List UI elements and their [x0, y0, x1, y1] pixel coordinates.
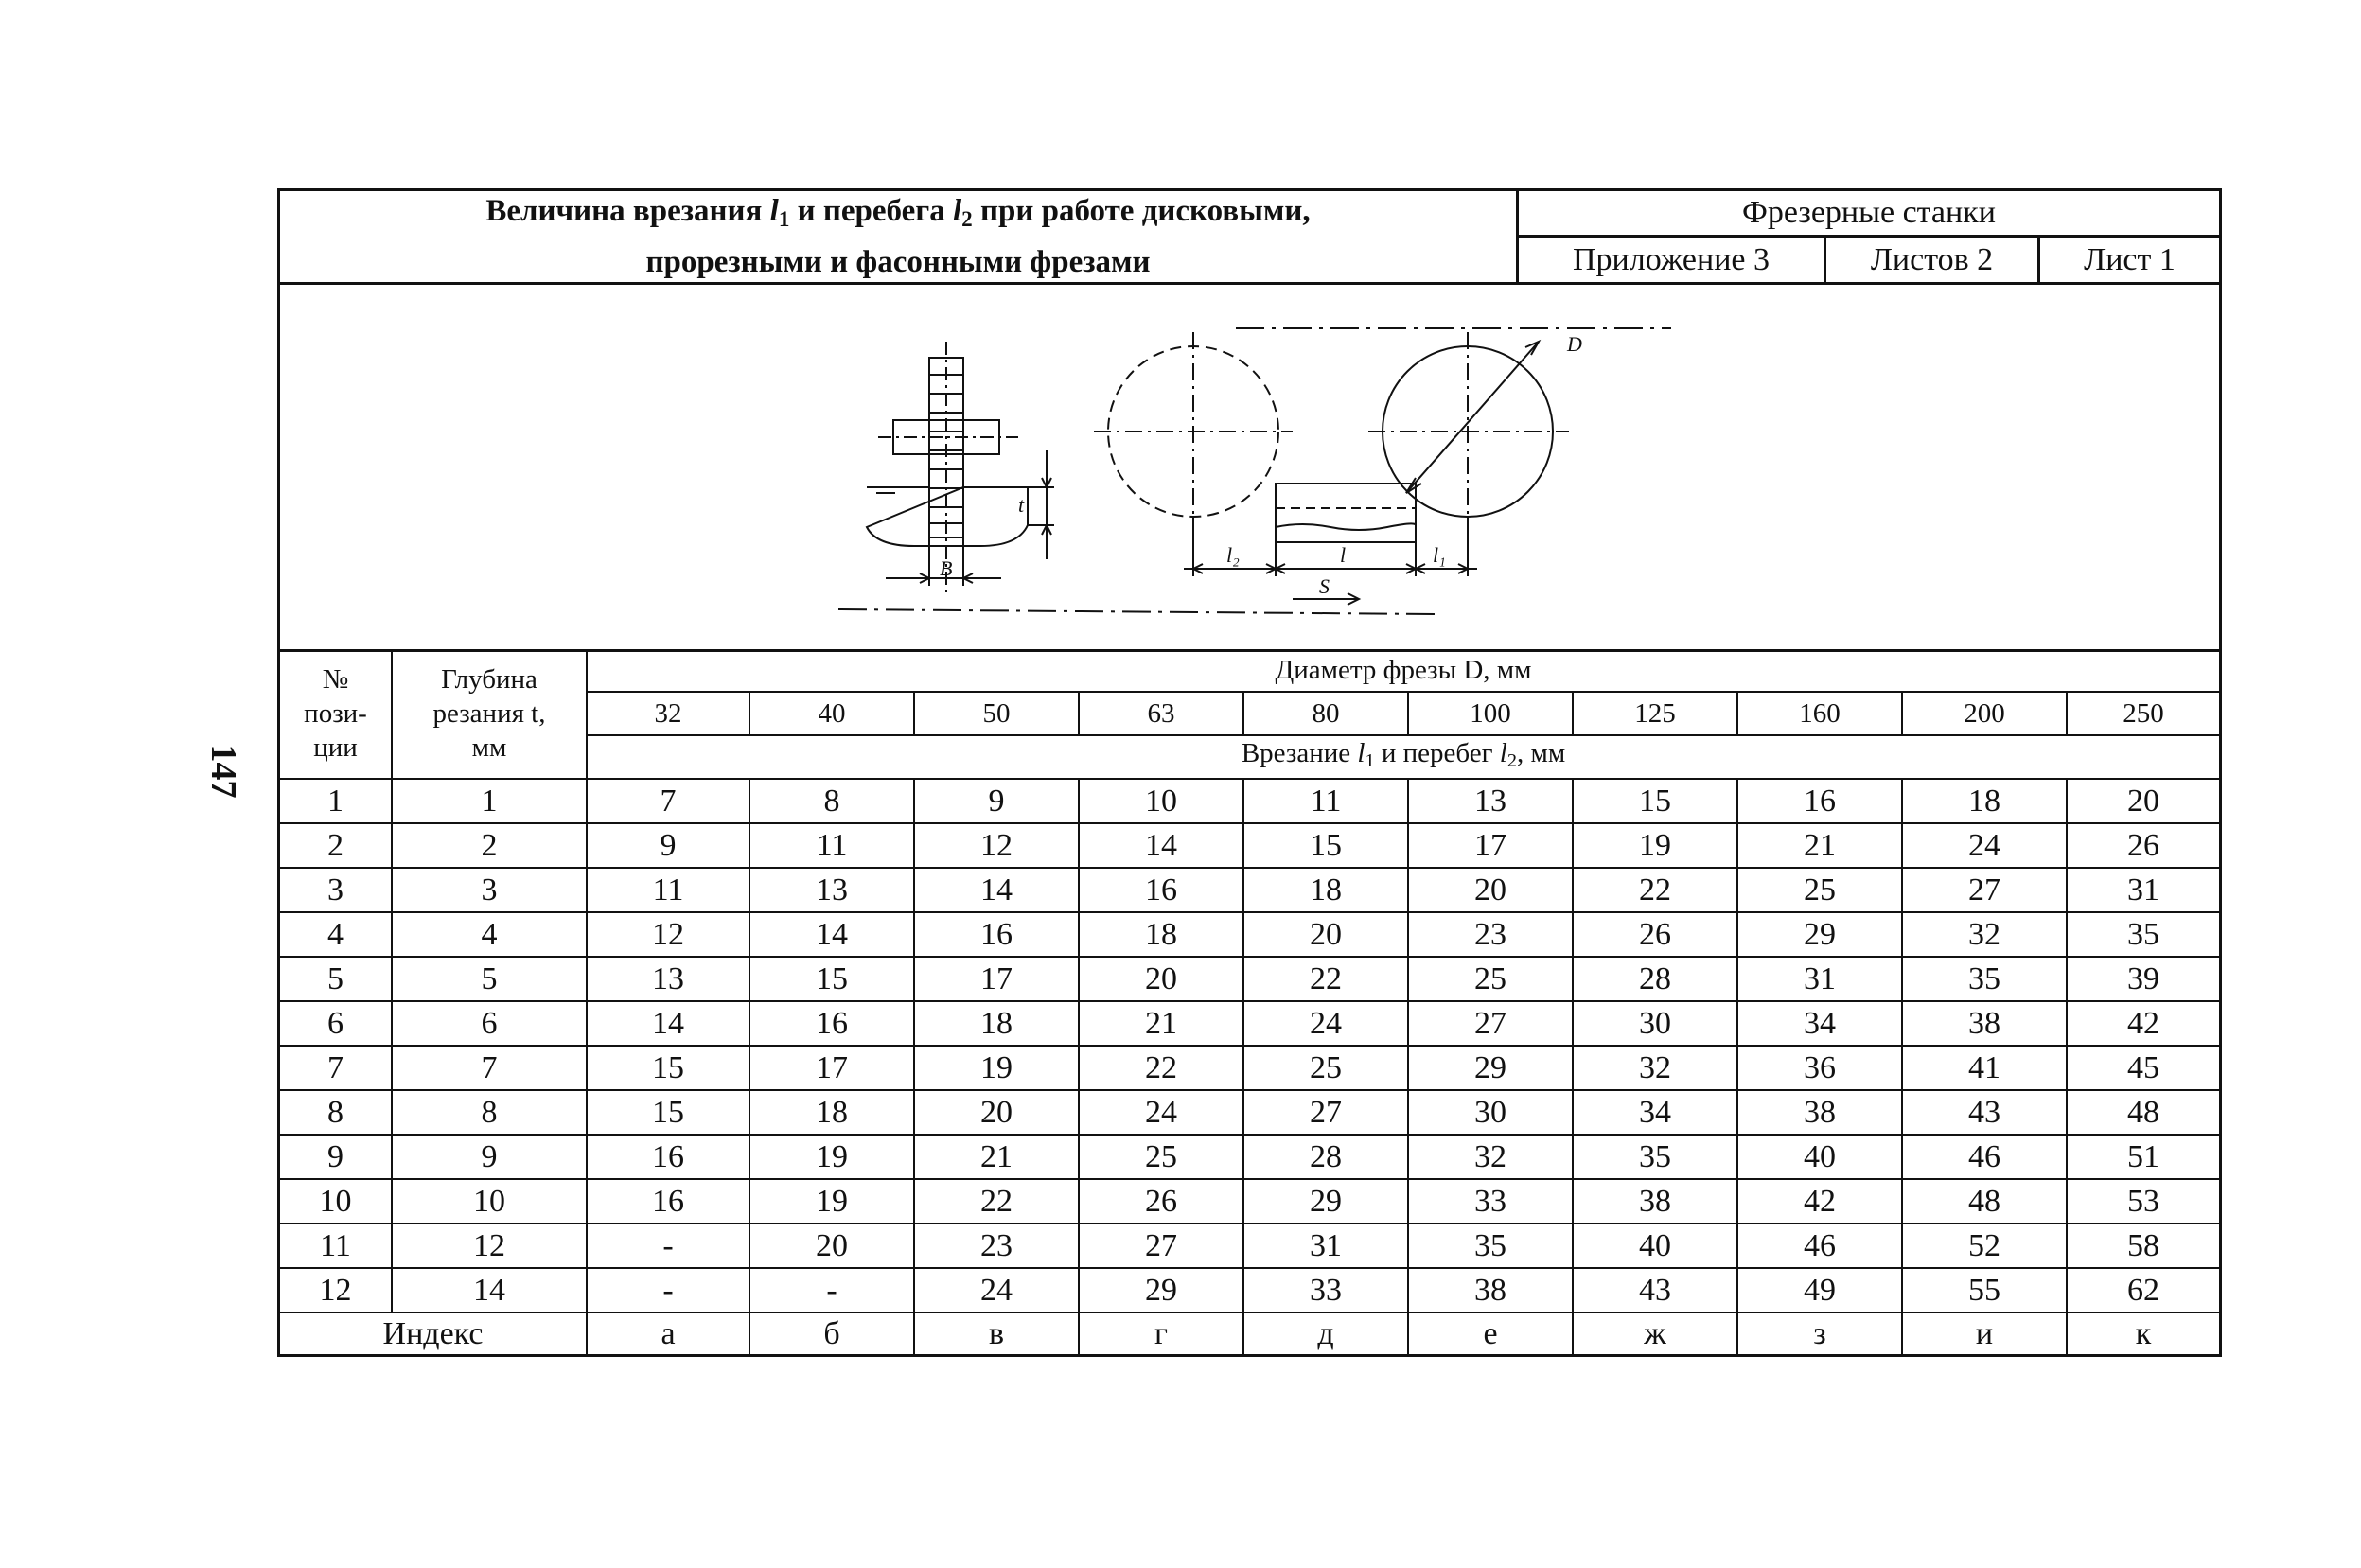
- depth-cell: 4: [392, 912, 587, 957]
- sheets-total: Листов 2: [1826, 238, 2040, 282]
- header: [280, 191, 2219, 285]
- index-cell: з: [1737, 1313, 1902, 1354]
- value-cell: 18: [1079, 912, 1243, 957]
- table-row: [280, 823, 2219, 868]
- value-cell: 29: [1079, 1268, 1243, 1313]
- value-cell: 23: [914, 1224, 1079, 1268]
- title-line-2: прорезными и фасонными фрезами: [645, 244, 1151, 279]
- depth-cell: 3: [392, 868, 587, 912]
- machine-type: Фрезерные станки: [1519, 191, 2219, 238]
- value-cell: 24: [1243, 1001, 1408, 1046]
- depth-cell: 12: [392, 1224, 587, 1268]
- value-cell: 20: [749, 1224, 914, 1268]
- value-cell: 16: [749, 1001, 914, 1046]
- value-cell: 39: [2067, 957, 2219, 1001]
- appendix-number: Приложение 3: [1519, 238, 1826, 282]
- cut-in-overrun-header: Врезание $l_1$ и перебег $l_2$, мм: [587, 735, 2219, 779]
- label-l: l: [1340, 543, 1347, 567]
- document-sheet: [277, 188, 2222, 1357]
- value-cell: 32: [1408, 1135, 1573, 1179]
- position-cell: 8: [280, 1090, 392, 1135]
- value-cell: 29: [1243, 1179, 1408, 1224]
- label-S: S: [1319, 574, 1330, 598]
- diameter-50: 50: [914, 692, 1079, 735]
- value-cell: 25: [1737, 868, 1902, 912]
- position-cell: 10: [280, 1179, 392, 1224]
- depth-cell: 2: [392, 823, 587, 868]
- value-cell: 16: [1079, 868, 1243, 912]
- label-t: t: [1018, 493, 1025, 517]
- value-cell: 34: [1573, 1090, 1737, 1135]
- value-cell: 29: [1408, 1046, 1573, 1090]
- table-row: [280, 1135, 2219, 1179]
- table-row: [280, 779, 2219, 823]
- value-cell: 14: [587, 1001, 749, 1046]
- diameter-125: 125: [1573, 692, 1737, 735]
- depth-cell: 5: [392, 957, 587, 1001]
- value-cell: 46: [1737, 1224, 1902, 1268]
- value-cell: 42: [2067, 1001, 2219, 1046]
- milling-cutter-diagram: [280, 285, 2219, 649]
- value-cell: 36: [1737, 1046, 1902, 1090]
- position-cell: 12: [280, 1268, 392, 1313]
- table-row: [280, 1224, 2219, 1268]
- value-cell: 11: [749, 823, 914, 868]
- value-cell: 18: [1243, 868, 1408, 912]
- value-cell: -: [587, 1268, 749, 1313]
- col-depth-header: Глубина резания t, мм: [392, 649, 587, 779]
- position-cell: 7: [280, 1046, 392, 1090]
- value-cell: 30: [1573, 1001, 1737, 1046]
- value-cell: 53: [2067, 1179, 2219, 1224]
- label-l2: l₂: [1226, 543, 1240, 567]
- depth-cell: 7: [392, 1046, 587, 1090]
- table-row: [280, 1001, 2219, 1046]
- value-cell: 27: [1902, 868, 2067, 912]
- position-cell: 9: [280, 1135, 392, 1179]
- diameter-250: 250: [2067, 692, 2219, 735]
- value-cell: 62: [2067, 1268, 2219, 1313]
- value-cell: 24: [1902, 823, 2067, 868]
- table-row: [280, 1179, 2219, 1224]
- value-cell: 42: [1737, 1179, 1902, 1224]
- value-cell: 7: [587, 779, 749, 823]
- value-cell: 48: [2067, 1090, 2219, 1135]
- value-cell: 21: [1737, 823, 1902, 868]
- value-cell: 38: [1902, 1001, 2067, 1046]
- value-cell: 24: [1079, 1090, 1243, 1135]
- position-cell: 1: [280, 779, 392, 823]
- position-cell: 5: [280, 957, 392, 1001]
- value-cell: 32: [1573, 1046, 1737, 1090]
- depth-cell: 1: [392, 779, 587, 823]
- document-title: [280, 191, 1519, 282]
- value-cell: 35: [2067, 912, 2219, 957]
- value-cell: 19: [749, 1179, 914, 1224]
- depth-cell: 10: [392, 1179, 587, 1224]
- value-cell: 28: [1573, 957, 1737, 1001]
- value-cell: 43: [1573, 1268, 1737, 1313]
- label-B: B: [940, 556, 953, 580]
- value-cell: 15: [587, 1046, 749, 1090]
- table-row: [280, 912, 2219, 957]
- value-cell: 38: [1737, 1090, 1902, 1135]
- value-cell: 22: [1243, 957, 1408, 1001]
- value-cell: 52: [1902, 1224, 2067, 1268]
- value-cell: 33: [1243, 1268, 1408, 1313]
- value-cell: 25: [1079, 1135, 1243, 1179]
- diameter-40: 40: [749, 692, 914, 735]
- value-cell: 27: [1079, 1224, 1243, 1268]
- value-cell: 27: [1408, 1001, 1573, 1046]
- value-cell: 9: [914, 779, 1079, 823]
- value-cell: 22: [1573, 868, 1737, 912]
- table-row: [280, 868, 2219, 912]
- value-cell: 15: [1573, 779, 1737, 823]
- value-cell: 55: [1902, 1268, 2067, 1313]
- value-cell: 31: [2067, 868, 2219, 912]
- index-cell: к: [2067, 1313, 2219, 1354]
- value-cell: 26: [1079, 1179, 1243, 1224]
- table-row: [280, 1046, 2219, 1090]
- index-label: Индекс: [280, 1313, 587, 1354]
- position-cell: 11: [280, 1224, 392, 1268]
- value-cell: 11: [587, 868, 749, 912]
- value-cell: 16: [914, 912, 1079, 957]
- title-line-1: Величина врезания $l_1$ и перебега $l_2$ при работе дисковыми,: [485, 194, 1311, 231]
- page-number: 147: [203, 744, 243, 799]
- index-cell: е: [1408, 1313, 1573, 1354]
- value-cell: 18: [914, 1001, 1079, 1046]
- value-cell: 9: [587, 823, 749, 868]
- index-row: [280, 1313, 2219, 1354]
- value-cell: 24: [914, 1268, 1079, 1313]
- value-cell: 58: [2067, 1224, 2219, 1268]
- value-cell: 14: [749, 912, 914, 957]
- value-cell: 23: [1408, 912, 1573, 957]
- value-cell: 19: [1573, 823, 1737, 868]
- value-cell: 31: [1243, 1224, 1408, 1268]
- index-cell: а: [587, 1313, 749, 1354]
- index-cell: и: [1902, 1313, 2067, 1354]
- table-row: [280, 1268, 2219, 1313]
- value-cell: 21: [914, 1135, 1079, 1179]
- value-cell: 49: [1737, 1268, 1902, 1313]
- value-cell: 26: [2067, 823, 2219, 868]
- value-cell: 13: [1408, 779, 1573, 823]
- index-cell: г: [1079, 1313, 1243, 1354]
- table-row: [280, 1090, 2219, 1135]
- value-cell: 38: [1408, 1268, 1573, 1313]
- value-cell: 12: [587, 912, 749, 957]
- value-cell: 35: [1408, 1224, 1573, 1268]
- value-cell: 18: [1902, 779, 2067, 823]
- diameter-80: 80: [1243, 692, 1408, 735]
- value-cell: 25: [1243, 1046, 1408, 1090]
- position-cell: 4: [280, 912, 392, 957]
- value-cell: 11: [1243, 779, 1408, 823]
- value-cell: 40: [1573, 1224, 1737, 1268]
- depth-cell: 9: [392, 1135, 587, 1179]
- value-cell: 25: [1408, 957, 1573, 1001]
- value-cell: 28: [1243, 1135, 1408, 1179]
- value-cell: 34: [1737, 1001, 1902, 1046]
- value-cell: 15: [587, 1090, 749, 1135]
- value-cell: 10: [1079, 779, 1243, 823]
- value-cell: 15: [749, 957, 914, 1001]
- value-cell: 16: [1737, 779, 1902, 823]
- index-cell: б: [749, 1313, 914, 1354]
- value-cell: 13: [587, 957, 749, 1001]
- value-cell: 17: [914, 957, 1079, 1001]
- value-cell: 16: [587, 1135, 749, 1179]
- label-D: D: [1567, 332, 1582, 356]
- depth-cell: 8: [392, 1090, 587, 1135]
- diameter-100: 100: [1408, 692, 1573, 735]
- value-cell: 30: [1408, 1090, 1573, 1135]
- value-cell: 21: [1079, 1001, 1243, 1046]
- value-cell: 45: [2067, 1046, 2219, 1090]
- value-cell: 8: [749, 779, 914, 823]
- value-cell: 20: [2067, 779, 2219, 823]
- cut-in-overrun-table: [280, 649, 2219, 1354]
- sheet-number: Лист 1: [2084, 242, 2176, 277]
- value-cell: 33: [1408, 1179, 1573, 1224]
- diameter-header: Диаметр фрезы D, мм: [587, 649, 2219, 692]
- diameter-32: 32: [587, 692, 749, 735]
- value-cell: 16: [587, 1179, 749, 1224]
- value-cell: 46: [1902, 1135, 2067, 1179]
- value-cell: 19: [749, 1135, 914, 1179]
- table-row: [280, 957, 2219, 1001]
- value-cell: 17: [749, 1046, 914, 1090]
- col-position-header: № пози- ции: [280, 649, 392, 779]
- diameter-63: 63: [1079, 692, 1243, 735]
- value-cell: 14: [914, 868, 1079, 912]
- depth-cell: 6: [392, 1001, 587, 1046]
- position-cell: 2: [280, 823, 392, 868]
- value-cell: 31: [1737, 957, 1902, 1001]
- value-cell: -: [587, 1224, 749, 1268]
- value-cell: 22: [1079, 1046, 1243, 1090]
- header-meta: [1519, 191, 2219, 282]
- diameter-160: 160: [1737, 692, 1902, 735]
- position-cell: 3: [280, 868, 392, 912]
- value-cell: 29: [1737, 912, 1902, 957]
- value-cell: 14: [1079, 823, 1243, 868]
- value-cell: 18: [749, 1090, 914, 1135]
- index-cell: в: [914, 1313, 1079, 1354]
- value-cell: 32: [1902, 912, 2067, 957]
- value-cell: 51: [2067, 1135, 2219, 1179]
- value-cell: 43: [1902, 1090, 2067, 1135]
- value-cell: 35: [1902, 957, 2067, 1001]
- value-cell: 35: [1573, 1135, 1737, 1179]
- index-cell: д: [1243, 1313, 1408, 1354]
- value-cell: 20: [1079, 957, 1243, 1001]
- value-cell: 22: [914, 1179, 1079, 1224]
- value-cell: -: [749, 1268, 914, 1313]
- position-cell: 6: [280, 1001, 392, 1046]
- value-cell: 20: [914, 1090, 1079, 1135]
- value-cell: 15: [1243, 823, 1408, 868]
- diameter-200: 200: [1902, 692, 2067, 735]
- value-cell: 19: [914, 1046, 1079, 1090]
- value-cell: 41: [1902, 1046, 2067, 1090]
- value-cell: 40: [1737, 1135, 1902, 1179]
- label-l1: l₁: [1433, 543, 1446, 567]
- value-cell: 13: [749, 868, 914, 912]
- technical-drawing: [280, 285, 2219, 652]
- value-cell: 48: [1902, 1179, 2067, 1224]
- value-cell: 26: [1573, 912, 1737, 957]
- value-cell: 12: [914, 823, 1079, 868]
- value-cell: 27: [1243, 1090, 1408, 1135]
- depth-cell: 14: [392, 1268, 587, 1313]
- value-cell: 20: [1408, 868, 1573, 912]
- value-cell: 20: [1243, 912, 1408, 957]
- index-cell: ж: [1573, 1313, 1737, 1354]
- value-cell: 17: [1408, 823, 1573, 868]
- value-cell: 38: [1573, 1179, 1737, 1224]
